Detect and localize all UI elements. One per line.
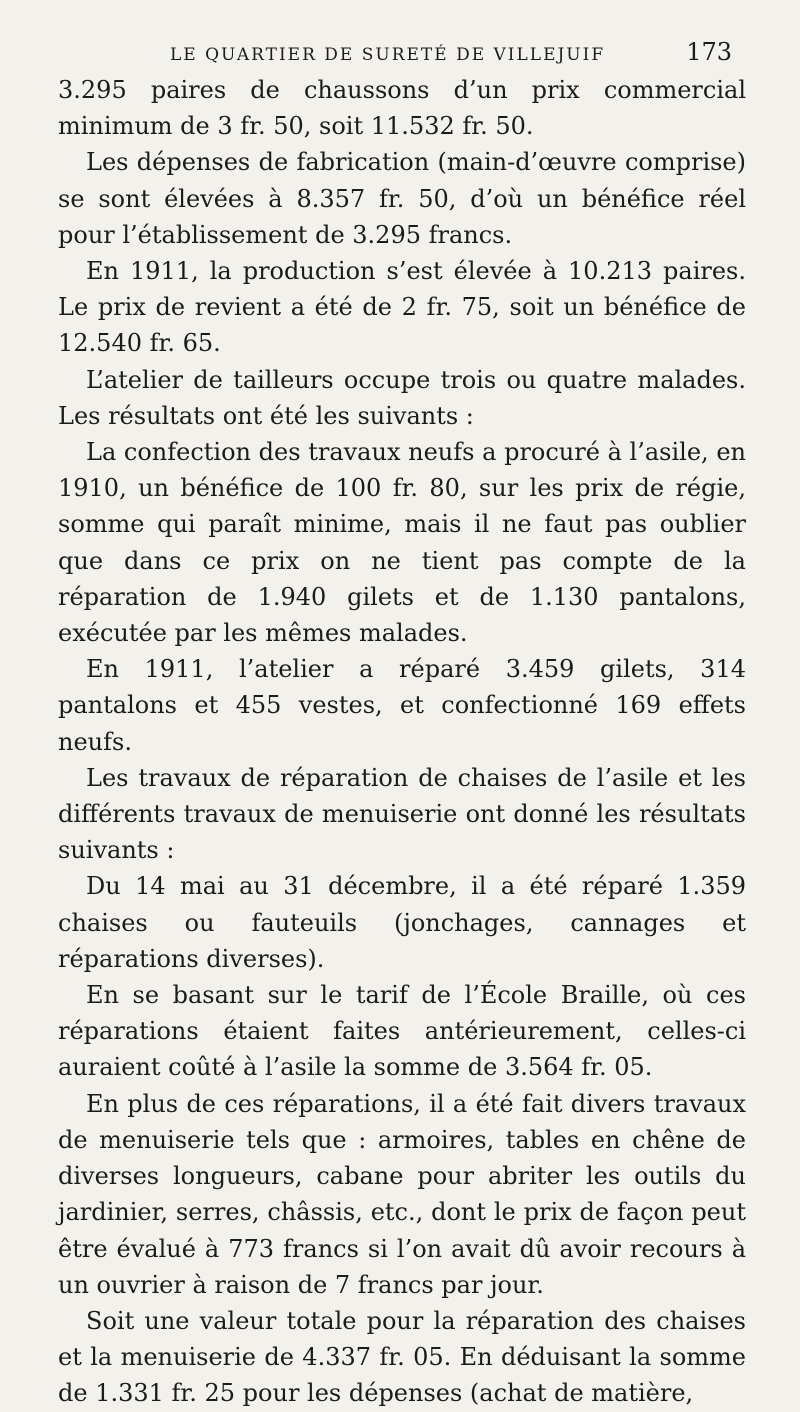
- paragraph: La confection des travaux neufs a procuré à l’asile, en 1910, un bénéfice de 100 fr. 80, sur les prix de régie, somme qui paraît minime, mais il ne faut pas oublier que dans ce prix on ne tient pas compte de la réparation de 1.940 gilets et de 1.130 pantalons, exécutée par les mêmes malades.: [58, 438, 746, 648]
- paragraph: Soit une valeur totale pour la réparation des chaises et la menuiserie de 4.337 fr. 05. En déduisant la somme de 1.331 fr. 25 pour les dépenses (achat de matière,: [58, 1306, 746, 1408]
- body-text: [58, 72, 746, 1412]
- paragraph: En plus de ces réparations, il a été fait divers travaux de menuiserie tels que : armoires, tables en chêne de diverses longueurs, cabane pour abriter les outils du jardinier, serres, châssis, etc., dont le prix de façon peut être évalué à 773 francs si l’on avait dû avoir recours à un ouvrier à raison de 7 francs par jour.: [58, 1089, 746, 1299]
- paragraph: En se basant sur le tarif de l’École Braille, où ces réparations étaient faites antérieurement, celles-ci auraient coûté à l’asile la somme de 3.564 fr. 05.: [58, 981, 746, 1082]
- paragraph: Les dépenses de fabrication (main-d’œuvre comprise) se sont élevées à 8.357 fr. 50, d’où un bénéfice réel pour l’établissement de 3.295 francs.: [58, 148, 746, 249]
- paragraph: L’atelier de tailleurs occupe trois ou quatre malades. Les résultats ont été les suivants :: [58, 365, 746, 430]
- paragraph-continued: 3.295 paires de chaussons d’un prix commercial minimum de 3 fr. 50, soit 11.532 fr. 50.: [58, 76, 746, 141]
- running-title: LE QUARTIER DE SURETÉ DE VILLEJUIF: [170, 45, 606, 65]
- paragraph: En 1911, la production s’est élevée à 10.213 paires. Le prix de revient a été de 2 fr. 75, soit un bénéfice de 12.540 fr. 65.: [58, 257, 746, 358]
- paragraph: Du 14 mai au 31 décembre, il a été réparé 1.359 chaises ou fauteuils (jonchages, cannages et réparations diverses).: [58, 872, 746, 973]
- page-number: 173: [686, 38, 732, 66]
- page-header: [170, 38, 732, 72]
- paragraph: Les travaux de réparation de chaises de l’asile et les différents travaux de menuiserie ont donné les résultats suivants :: [58, 763, 746, 865]
- paragraph: En 1911, l’atelier a réparé 3.459 gilets, 314 pantalons et 455 vestes, et confectionné 169 effets neufs.: [58, 655, 746, 756]
